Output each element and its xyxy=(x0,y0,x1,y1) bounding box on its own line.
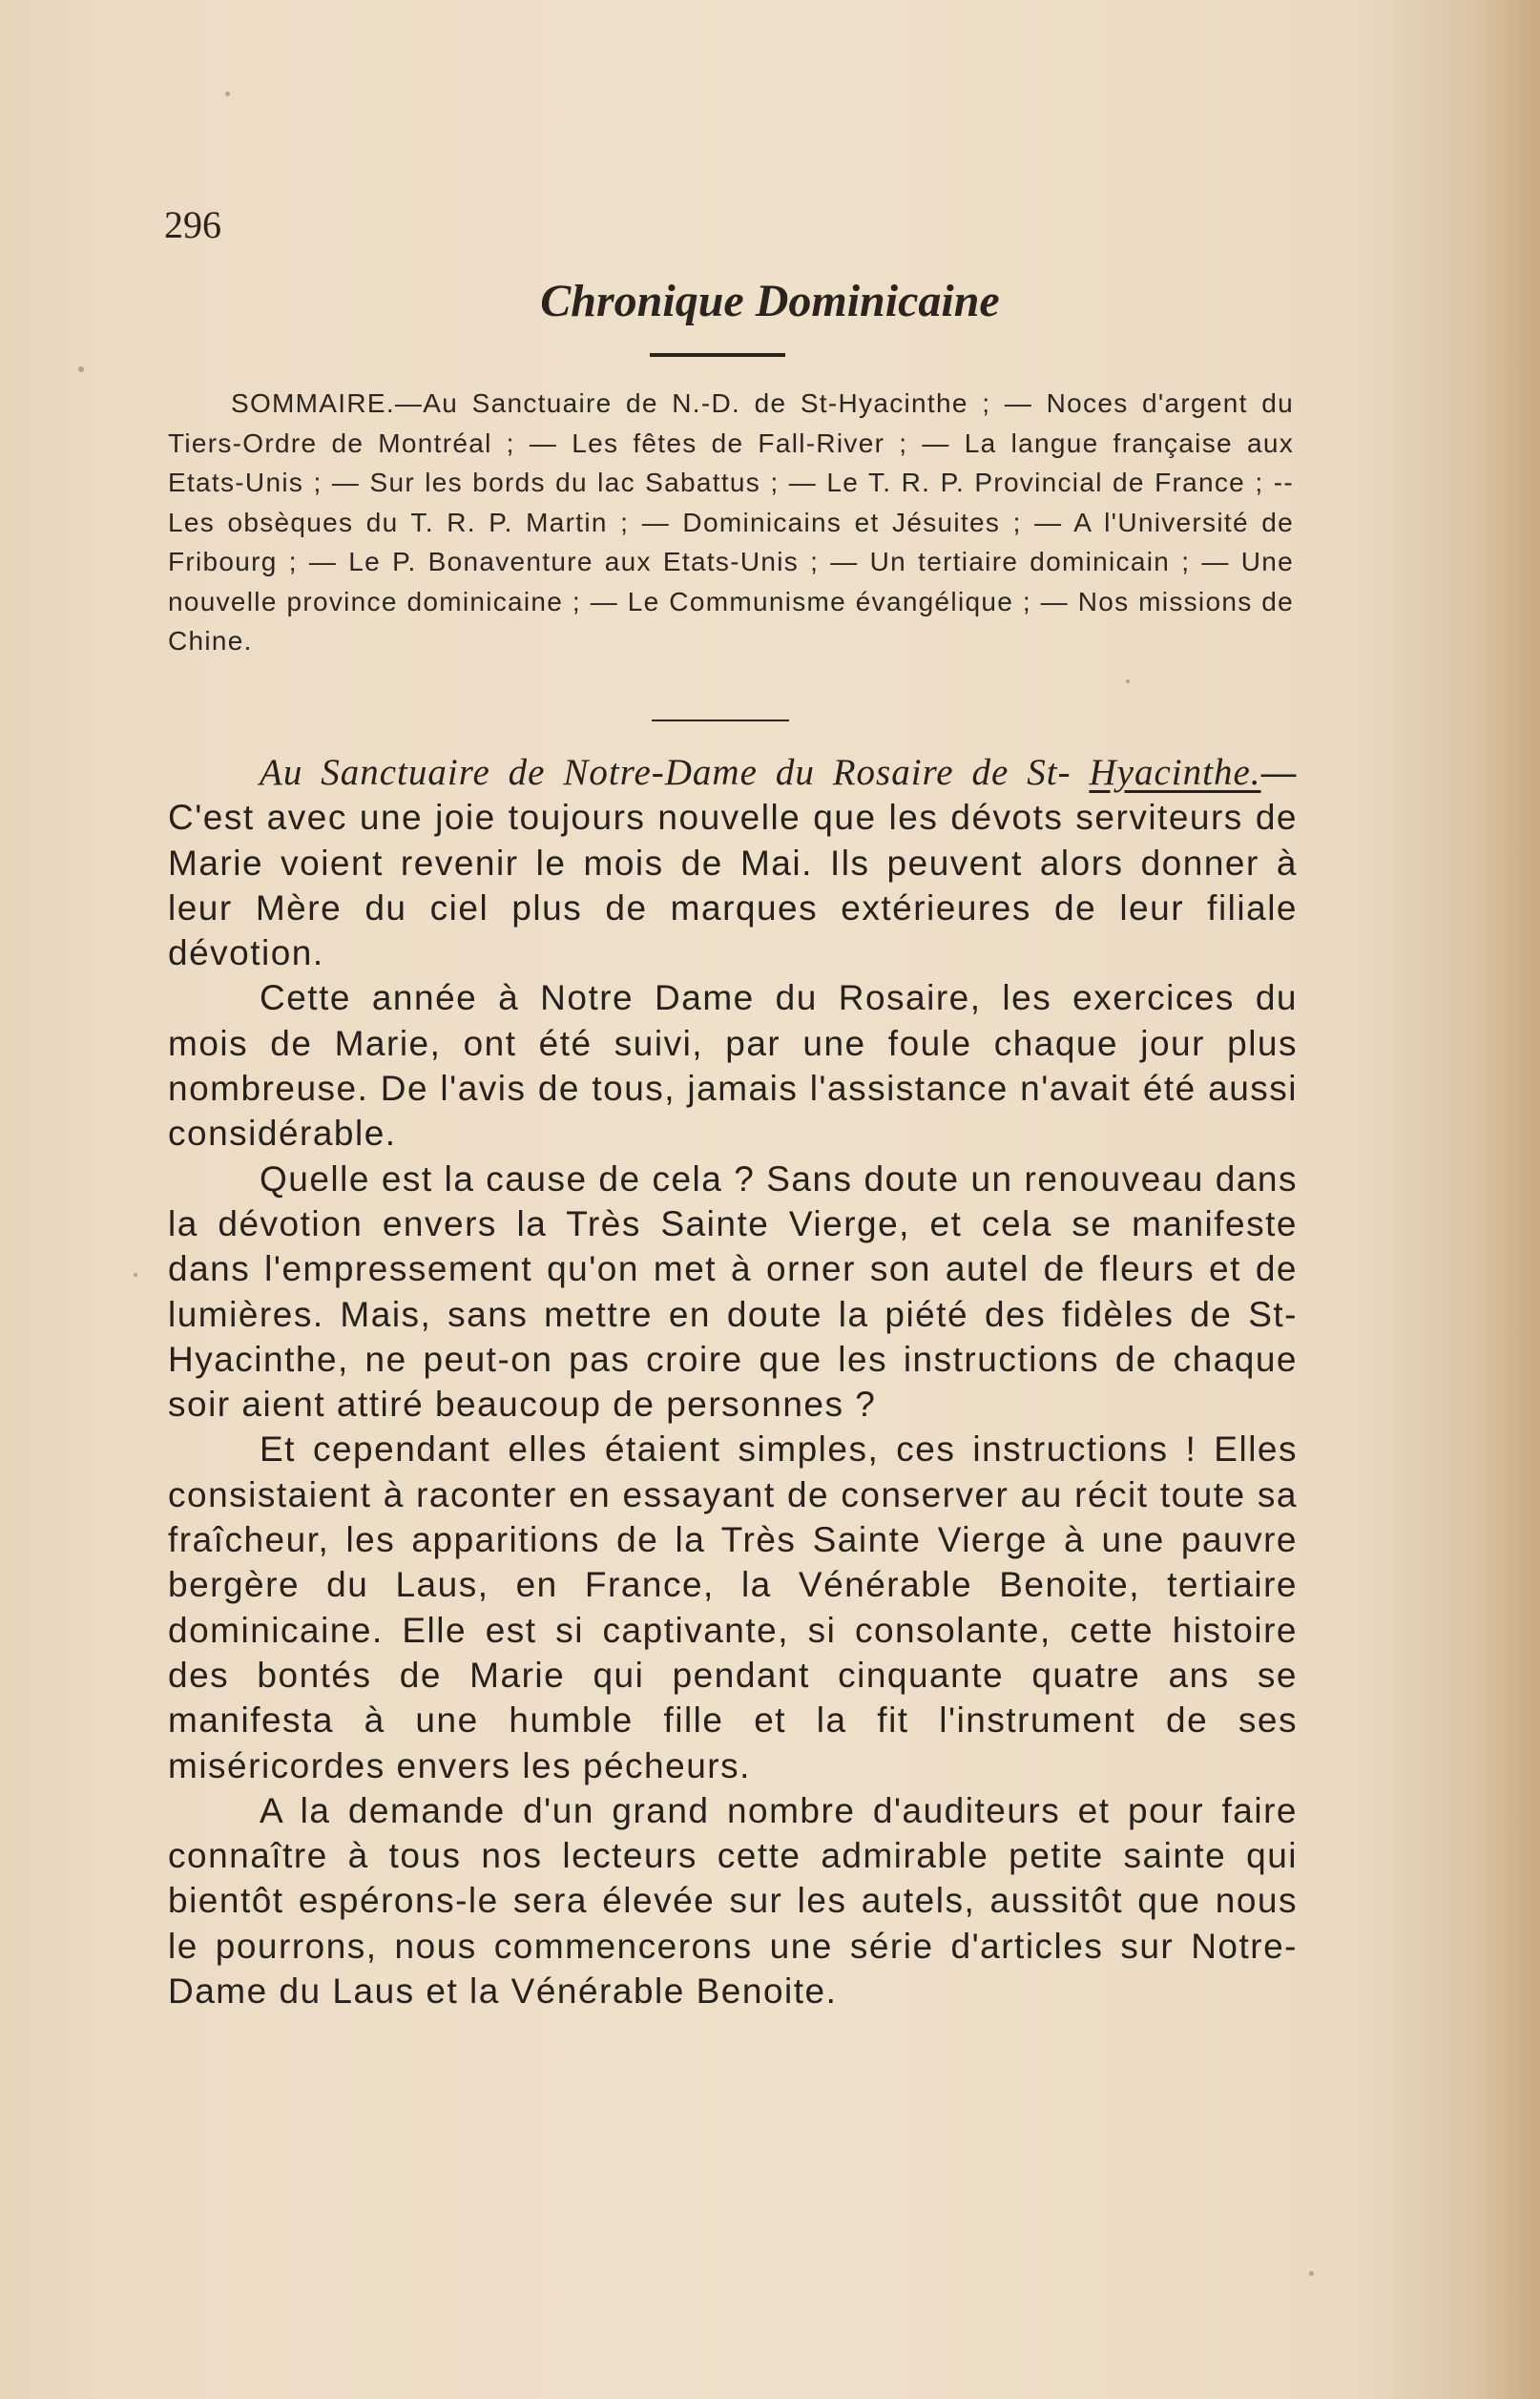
paper-speck xyxy=(78,366,84,372)
section-title: Chronique Dominicaine xyxy=(540,276,1000,326)
article-heading-line1: Au Sanctuaire de Notre-Dame du Rosaire de St- xyxy=(260,752,1072,793)
paper-speck xyxy=(225,92,230,96)
paper-speck xyxy=(1126,679,1130,683)
article-paragraph: A la demande d'un grand nombre d'auditeurs et pour faire connaître à tous nos lecteurs cette admirable petite sainte qui bientôt espérons-le sera élevée sur les autels, aussitôt que nous le pourrons, nous commencerons une série d'articles sur Notre-Dame du Laus et la Vénérable Benoite. xyxy=(168,1790,1298,2012)
title-divider xyxy=(650,353,785,357)
page-number: 296 xyxy=(164,203,221,246)
article-heading xyxy=(260,752,1261,793)
article-paragraph: Cette année à Notre Dame du Rosaire, les exercices du mois de Marie, ont été suivi, par une foule chaque jour plus nombreuse. De l'avis de tous, jamais l'assistance n'avait été aussi considérable. xyxy=(168,978,1298,1154)
section-divider xyxy=(652,720,789,721)
article-paragraph: Quelle est la cause de cela ? Sans doute un renouveau dans la dévotion envers la Très Sainte Vierge, et cela se manifeste dans l'empressement qu'on met à orner son autel de fleurs et de lumières. Mais, sans mettre en doute la piété des fidèles de St-Hyacinthe, ne peut-on pas croire que les instructions de chaque soir aient attiré beaucoup de personnes ? xyxy=(168,1158,1298,1425)
article-paragraph: Et cependant elles étaient simples, ces instructions ! Elles consistaient à raconter en essayant de conserver au récit toute sa fraîcheur, les apparitions de la Très Sainte Vierge à une pauvre bergère du Laus, en France, la Vénérable Benoite, tertiaire dominicaine. Elle est si captivante, si consolante, cette histoire des bontés de Marie qui pendant cinquante quatre ans se manifesta à une humble fille et la fit l'instrument de ses miséricordes envers les pécheurs. xyxy=(168,1429,1298,1785)
article-first-paragraph xyxy=(168,750,1298,975)
paper-speck xyxy=(134,1273,137,1277)
article-first-paragraph-text: —C'est avec une joie toujours nouvelle que les dévots serviteurs de Marie voient revenir le mois de Mai. Ils peuvent alors donner à leur Mère du ciel plus de marques extérieures de leur filiale dévotion. xyxy=(168,753,1298,973)
summary-paragraph: SOMMAIRE.—Au Sanctuaire de N.-D. de St-Hyacinthe ; — Noces d'argent du Tiers-Ordre de Montréal ; — Les fêtes de Fall-River ; — La langue française aux Etats-Unis ; — Sur les bords du lac Sabattus ; — Le T. R. P. Provincial de France ; -- Les obsèques du T. R. P. Martin ; — Dominicains et Jésuites ; — A l'Université de Fribourg ; — Le P. Bonaventure aux Etats-Unis ; — Un tertiaire dominicain ; — Une nouvelle province dominicaine ; — Le Communisme évangélique ; — Nos missions de Chine. xyxy=(168,388,1294,656)
paper-speck xyxy=(1309,2271,1314,2276)
article-heading-line2: Hyacinthe. xyxy=(1089,752,1261,793)
article-body xyxy=(168,750,1298,2013)
